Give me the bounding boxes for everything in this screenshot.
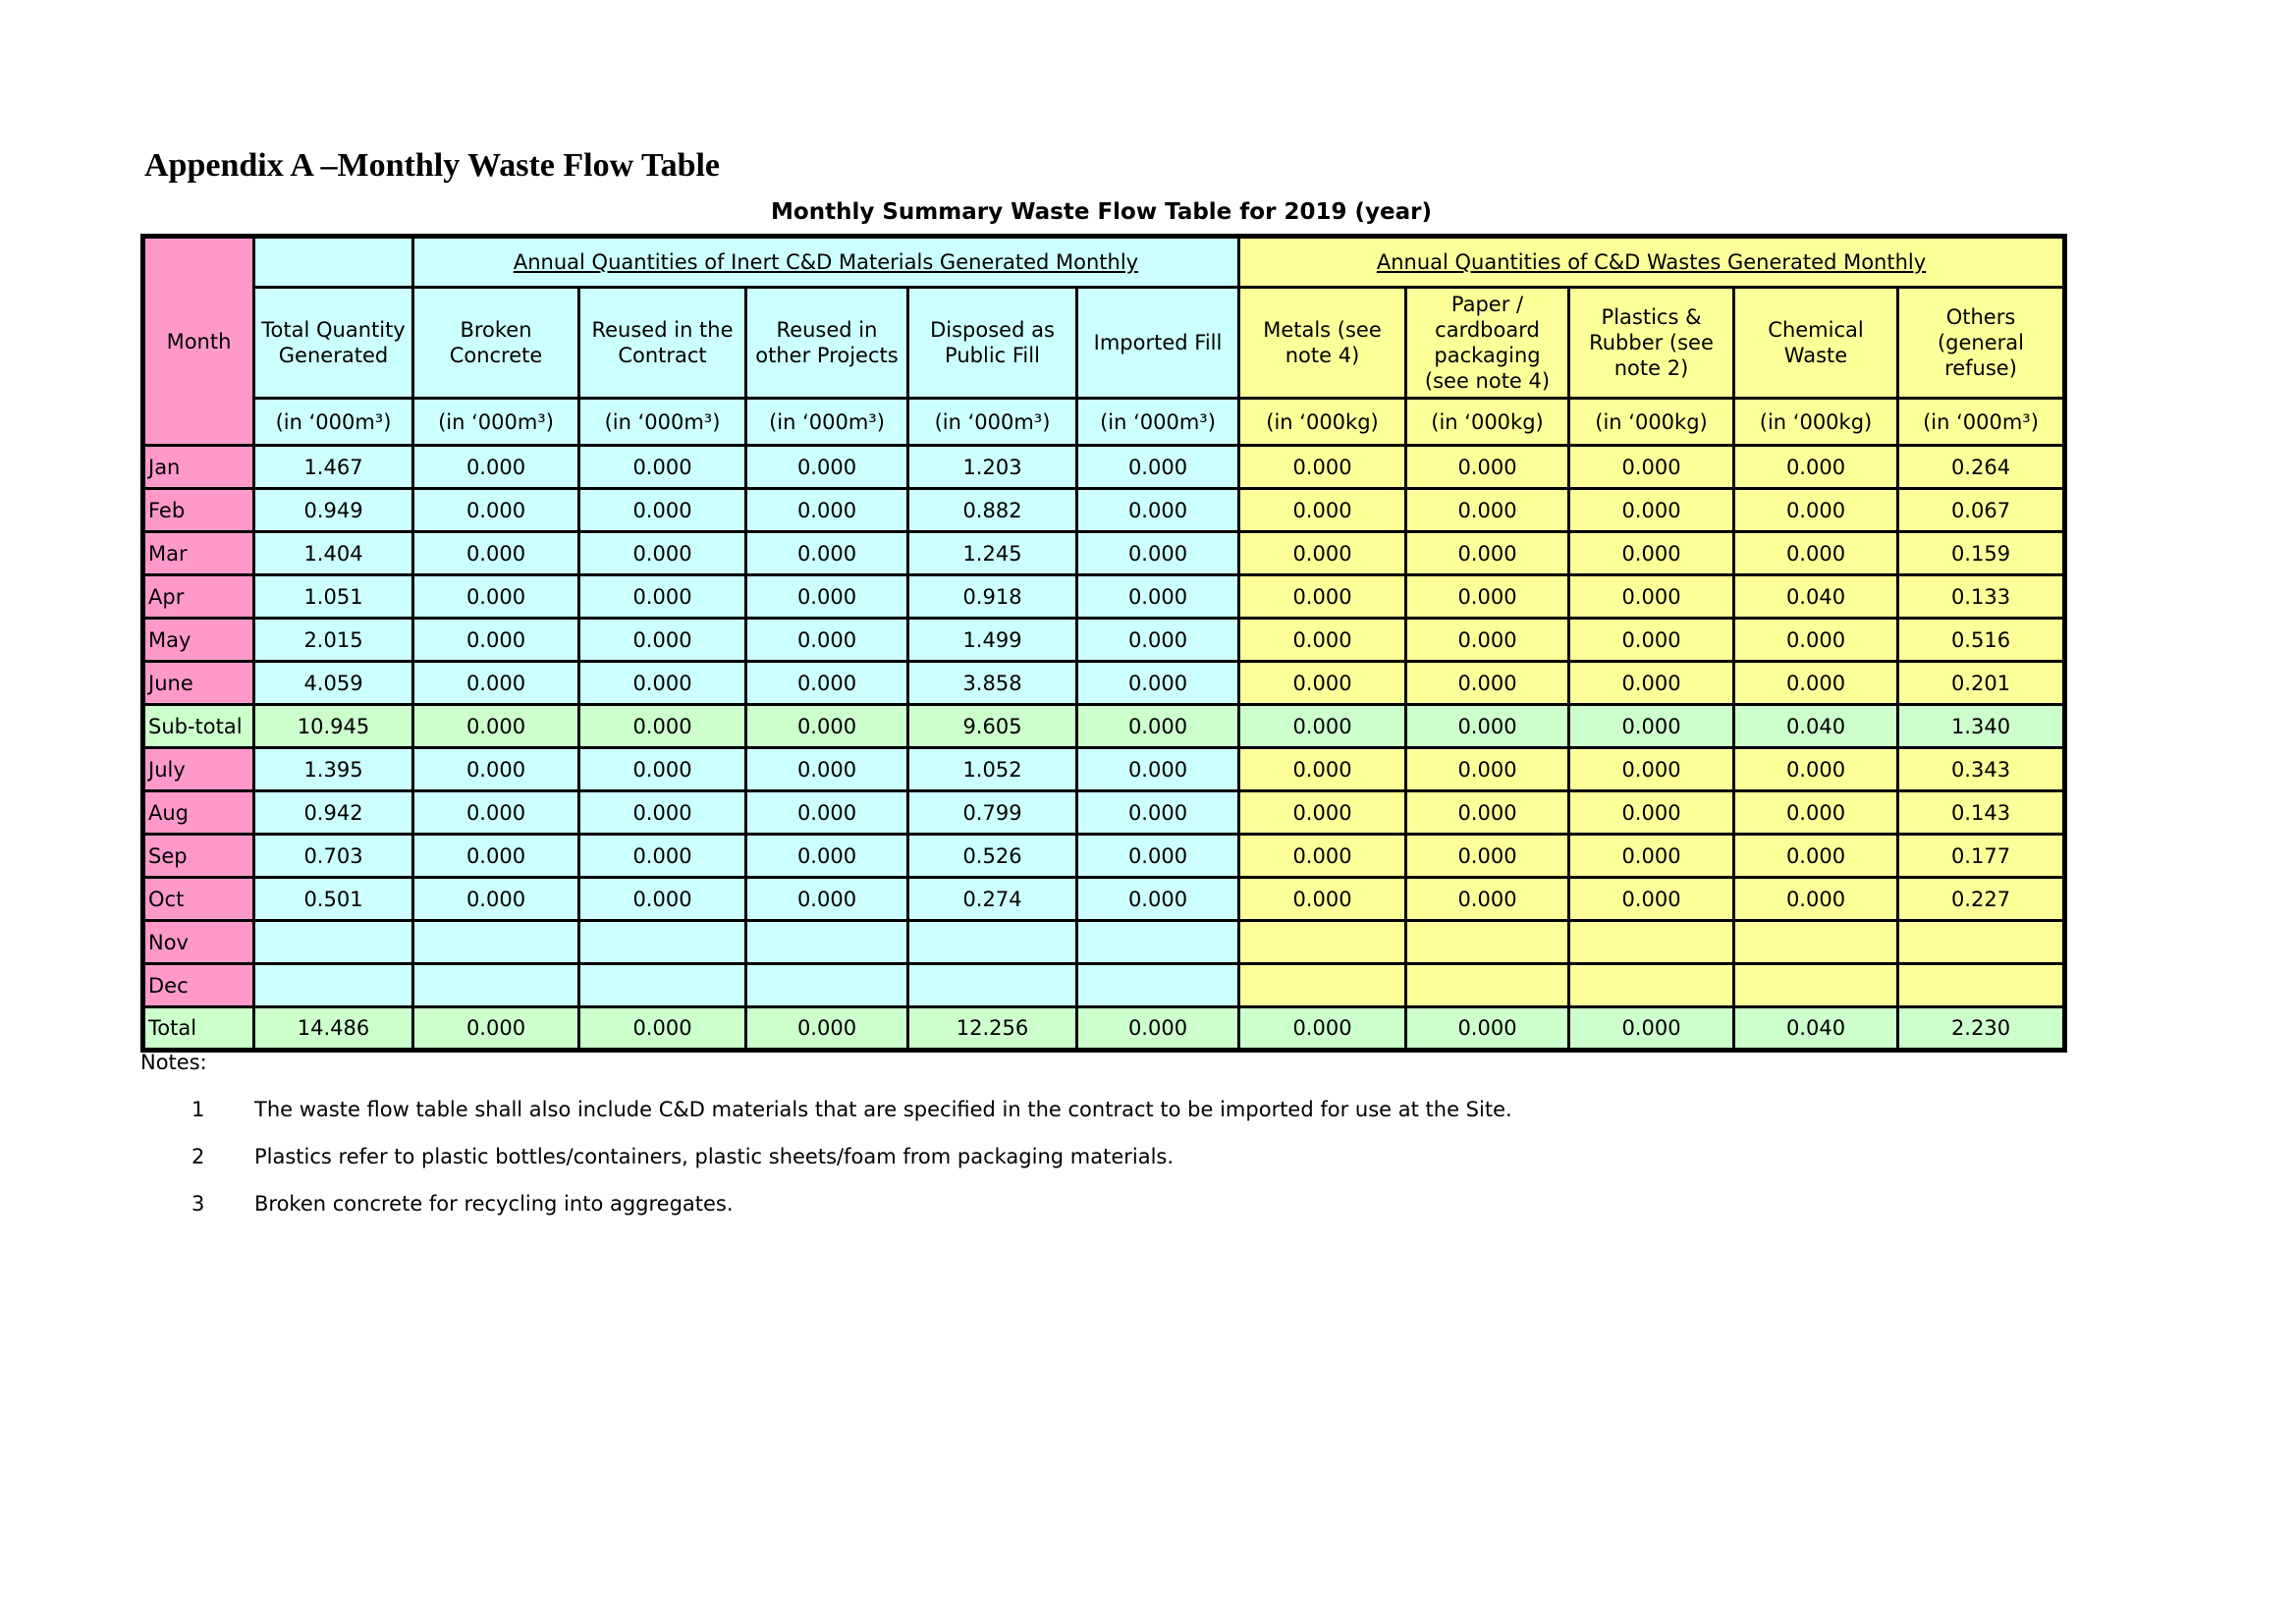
value-cell: 0.000 — [1239, 878, 1406, 921]
notes-list — [140, 1098, 1512, 1216]
value-cell: 2.230 — [1898, 1007, 2065, 1051]
waste-flow-table-body — [143, 446, 2065, 1051]
value-cell: 0.000 — [1406, 662, 1569, 705]
value-cell: 0.000 — [1406, 446, 1569, 489]
value-cell: 4.059 — [254, 662, 413, 705]
value-cell: 1.499 — [908, 619, 1077, 662]
table-row — [143, 964, 2065, 1007]
column-header: Broken Concrete — [413, 288, 579, 399]
value-cell: 0.000 — [1239, 1007, 1406, 1051]
column-header: Others (general refuse) — [1898, 288, 2065, 399]
value-cell: 12.256 — [908, 1007, 1077, 1051]
value-cell: 0.000 — [1239, 489, 1406, 532]
value-cell: 0.000 — [579, 489, 746, 532]
value-cell: 0.000 — [413, 619, 579, 662]
notes-section — [140, 1051, 1512, 1216]
value-cell: 0.000 — [1406, 791, 1569, 835]
value-cell: 0.949 — [254, 489, 413, 532]
value-cell: 0.000 — [579, 791, 746, 835]
value-cell — [1734, 921, 1898, 964]
value-cell: 0.000 — [413, 532, 579, 575]
value-cell: 2.015 — [254, 619, 413, 662]
value-cell: 0.000 — [1569, 619, 1734, 662]
column-header: Imported Fill — [1077, 288, 1239, 399]
value-cell: 0.000 — [413, 1007, 579, 1051]
row-label: Total — [143, 1007, 254, 1051]
unit-header: (in ‘000kg) — [1734, 399, 1898, 446]
value-cell: 0.799 — [908, 791, 1077, 835]
column-header: Reused in other Projects — [746, 288, 908, 399]
column-header: Disposed as Public Fill — [908, 288, 1077, 399]
value-cell: 0.000 — [1239, 835, 1406, 878]
value-cell: 3.858 — [908, 662, 1077, 705]
note-number: 1 — [191, 1098, 205, 1121]
value-cell: 0.000 — [1239, 705, 1406, 748]
table-subtitle: Monthly Summary Waste Flow Table for 2019 (year) — [771, 199, 1432, 225]
value-cell: 0.000 — [1406, 575, 1569, 619]
note-text: Broken concrete for recycling into aggregates. — [254, 1192, 734, 1216]
value-cell: 0.343 — [1898, 748, 2065, 791]
unit-header: (in ‘000kg) — [1239, 399, 1406, 446]
value-cell: 0.918 — [908, 575, 1077, 619]
row-label: Aug — [143, 791, 254, 835]
unit-header: (in ‘000m³) — [1898, 399, 2065, 446]
table-row — [143, 835, 2065, 878]
row-label: July — [143, 748, 254, 791]
value-cell: 1.395 — [254, 748, 413, 791]
unit-header: (in ‘000m³) — [908, 399, 1077, 446]
table-row — [143, 619, 2065, 662]
value-cell: 0.000 — [1239, 532, 1406, 575]
value-cell — [908, 964, 1077, 1007]
value-cell: 0.000 — [579, 662, 746, 705]
value-cell: 0.000 — [1569, 489, 1734, 532]
value-cell — [1406, 921, 1569, 964]
value-cell: 0.000 — [1239, 446, 1406, 489]
value-cell: 0.000 — [746, 489, 908, 532]
value-cell: 0.000 — [746, 878, 908, 921]
value-cell: 0.264 — [1898, 446, 2065, 489]
value-cell: 0.000 — [746, 532, 908, 575]
table-row — [143, 575, 2065, 619]
value-cell: 0.000 — [413, 489, 579, 532]
value-cell: 0.000 — [1406, 878, 1569, 921]
unit-header: (in ‘000m³) — [413, 399, 579, 446]
month-column-header: Month — [143, 237, 254, 446]
value-cell: 0.000 — [1077, 791, 1239, 835]
value-cell: 1.404 — [254, 532, 413, 575]
row-label: Feb — [143, 489, 254, 532]
value-cell: 0.000 — [746, 791, 908, 835]
value-cell: 0.000 — [1569, 748, 1734, 791]
value-cell — [1898, 921, 2065, 964]
value-cell: 0.040 — [1734, 575, 1898, 619]
value-cell: 0.000 — [579, 446, 746, 489]
waste-flow-table-header — [143, 237, 2065, 446]
row-label: Jan — [143, 446, 254, 489]
value-cell: 0.000 — [579, 532, 746, 575]
blank-header-cell — [254, 237, 413, 288]
value-cell — [579, 921, 746, 964]
note-number: 3 — [191, 1192, 205, 1216]
value-cell: 0.227 — [1898, 878, 2065, 921]
value-cell — [746, 921, 908, 964]
table-row — [143, 532, 2065, 575]
value-cell: 0.000 — [413, 791, 579, 835]
value-cell — [1734, 964, 1898, 1007]
value-cell: 10.945 — [254, 705, 413, 748]
value-cell — [1569, 921, 1734, 964]
value-cell: 0.516 — [1898, 619, 2065, 662]
value-cell: 0.000 — [1734, 791, 1898, 835]
value-cell: 0.000 — [1734, 662, 1898, 705]
column-header: Paper / cardboard packaging (see note 4) — [1406, 288, 1569, 399]
value-cell: 0.000 — [579, 878, 746, 921]
column-header-row — [143, 288, 2065, 399]
value-cell: 0.000 — [1569, 791, 1734, 835]
value-cell: 0.000 — [1239, 575, 1406, 619]
unit-header: (in ‘000m³) — [254, 399, 413, 446]
value-cell: 0.000 — [1406, 619, 1569, 662]
note-item — [140, 1192, 1512, 1216]
value-cell — [1406, 964, 1569, 1007]
table-row — [143, 878, 2065, 921]
value-cell: 0.942 — [254, 791, 413, 835]
value-cell — [1898, 964, 2065, 1007]
value-cell: 0.000 — [1406, 489, 1569, 532]
value-cell — [908, 921, 1077, 964]
value-cell: 0.000 — [746, 705, 908, 748]
value-cell: 0.201 — [1898, 662, 2065, 705]
unit-header: (in ‘000m³) — [1077, 399, 1239, 446]
value-cell: 0.000 — [1239, 791, 1406, 835]
value-cell: 0.000 — [1734, 748, 1898, 791]
value-cell: 9.605 — [908, 705, 1077, 748]
value-cell: 0.000 — [746, 662, 908, 705]
value-cell: 0.000 — [1077, 489, 1239, 532]
value-cell: 0.000 — [1077, 835, 1239, 878]
table-row — [143, 705, 2065, 748]
value-cell: 0.000 — [1077, 1007, 1239, 1051]
value-cell: 0.000 — [1077, 705, 1239, 748]
value-cell: 0.000 — [1077, 532, 1239, 575]
value-cell: 0.000 — [1406, 835, 1569, 878]
value-cell: 0.000 — [1406, 532, 1569, 575]
unit-header: (in ‘000kg) — [1406, 399, 1569, 446]
value-cell: 0.000 — [579, 748, 746, 791]
value-cell: 0.000 — [579, 575, 746, 619]
table-row — [143, 489, 2065, 532]
value-cell — [746, 964, 908, 1007]
value-cell: 0.067 — [1898, 489, 2065, 532]
column-header: Plastics & Rubber (see note 2) — [1569, 288, 1734, 399]
value-cell: 0.000 — [1569, 705, 1734, 748]
table-row — [143, 748, 2065, 791]
value-cell: 0.000 — [1406, 1007, 1569, 1051]
row-label: Mar — [143, 532, 254, 575]
group-header-row — [143, 237, 2065, 288]
value-cell: 0.000 — [1734, 489, 1898, 532]
value-cell: 0.000 — [413, 705, 579, 748]
value-cell: 0.000 — [1569, 532, 1734, 575]
value-cell: 0.000 — [746, 575, 908, 619]
note-item — [140, 1098, 1512, 1121]
value-cell — [254, 921, 413, 964]
value-cell: 0.000 — [1239, 619, 1406, 662]
value-cell: 0.000 — [746, 748, 908, 791]
value-cell: 0.040 — [1734, 1007, 1898, 1051]
column-header: Reused in the Contract — [579, 288, 746, 399]
value-cell — [1077, 964, 1239, 1007]
value-cell — [1569, 964, 1734, 1007]
value-cell: 1.340 — [1898, 705, 2065, 748]
value-cell: 0.000 — [746, 835, 908, 878]
value-cell: 0.882 — [908, 489, 1077, 532]
unit-header-row — [143, 399, 2065, 446]
value-cell: 0.000 — [1077, 878, 1239, 921]
value-cell — [1239, 964, 1406, 1007]
value-cell — [1239, 921, 1406, 964]
value-cell: 0.000 — [413, 446, 579, 489]
unit-header: (in ‘000m³) — [579, 399, 746, 446]
row-label: Sub-total — [143, 705, 254, 748]
value-cell: 0.000 — [1077, 662, 1239, 705]
value-cell: 1.052 — [908, 748, 1077, 791]
value-cell: 0.000 — [1239, 662, 1406, 705]
value-cell: 0.000 — [1406, 748, 1569, 791]
value-cell: 0.000 — [746, 446, 908, 489]
value-cell: 0.000 — [1569, 446, 1734, 489]
value-cell: 0.000 — [1406, 705, 1569, 748]
row-label: May — [143, 619, 254, 662]
value-cell: 0.000 — [413, 835, 579, 878]
table-row — [143, 1007, 2065, 1051]
value-cell: 0.000 — [1077, 575, 1239, 619]
value-cell: 0.000 — [413, 748, 579, 791]
unit-header: (in ‘000kg) — [1569, 399, 1734, 446]
page-title: Appendix A –Monthly Waste Flow Table — [144, 147, 721, 184]
row-label: Dec — [143, 964, 254, 1007]
column-header: Metals (see note 4) — [1239, 288, 1406, 399]
value-cell — [413, 921, 579, 964]
value-cell — [1077, 921, 1239, 964]
column-header: Chemical Waste — [1734, 288, 1898, 399]
value-cell: 0.133 — [1898, 575, 2065, 619]
value-cell: 0.000 — [1239, 748, 1406, 791]
notes-heading: Notes: — [140, 1051, 207, 1074]
value-cell: 0.000 — [1734, 619, 1898, 662]
value-cell — [579, 964, 746, 1007]
table-row — [143, 446, 2065, 489]
value-cell: 0.000 — [1734, 878, 1898, 921]
value-cell: 0.000 — [413, 575, 579, 619]
value-cell: 0.703 — [254, 835, 413, 878]
value-cell: 0.000 — [413, 878, 579, 921]
value-cell: 0.000 — [1569, 662, 1734, 705]
value-cell: 0.177 — [1898, 835, 2065, 878]
row-label: Oct — [143, 878, 254, 921]
note-text: Plastics refer to plastic bottles/containers, plastic sheets/foam from packaging materials. — [254, 1145, 1175, 1168]
note-number: 2 — [191, 1145, 205, 1168]
value-cell: 0.000 — [579, 705, 746, 748]
value-cell: 0.000 — [746, 1007, 908, 1051]
value-cell: 14.486 — [254, 1007, 413, 1051]
waste-flow-table — [140, 234, 2067, 1053]
row-label: Nov — [143, 921, 254, 964]
row-label: June — [143, 662, 254, 705]
value-cell: 0.000 — [1569, 1007, 1734, 1051]
value-cell: 1.051 — [254, 575, 413, 619]
value-cell — [413, 964, 579, 1007]
value-cell: 0.000 — [1077, 748, 1239, 791]
value-cell: 0.000 — [1077, 446, 1239, 489]
value-cell: 0.000 — [1734, 835, 1898, 878]
value-cell: 0.000 — [746, 619, 908, 662]
unit-header: (in ‘000m³) — [746, 399, 908, 446]
row-label: Apr — [143, 575, 254, 619]
value-cell: 0.000 — [1734, 446, 1898, 489]
value-cell: 0.000 — [1077, 619, 1239, 662]
value-cell: 1.245 — [908, 532, 1077, 575]
value-cell: 0.274 — [908, 878, 1077, 921]
value-cell: 0.000 — [579, 835, 746, 878]
value-cell: 0.000 — [1569, 575, 1734, 619]
value-cell: 1.203 — [908, 446, 1077, 489]
value-cell: 0.040 — [1734, 705, 1898, 748]
value-cell: 1.467 — [254, 446, 413, 489]
value-cell: 0.159 — [1898, 532, 2065, 575]
value-cell: 0.000 — [1569, 835, 1734, 878]
row-label: Sep — [143, 835, 254, 878]
value-cell: 0.000 — [1734, 532, 1898, 575]
value-cell: 0.501 — [254, 878, 413, 921]
note-text: The waste flow table shall also include C&D materials that are specified in the contract to be imported for use at the Site. — [254, 1098, 1512, 1121]
note-item — [140, 1145, 1512, 1168]
value-cell: 0.000 — [579, 619, 746, 662]
value-cell — [254, 964, 413, 1007]
value-cell: 0.526 — [908, 835, 1077, 878]
value-cell: 0.143 — [1898, 791, 2065, 835]
table-row — [143, 662, 2065, 705]
table-row — [143, 791, 2065, 835]
value-cell: 0.000 — [413, 662, 579, 705]
value-cell: 0.000 — [1569, 878, 1734, 921]
table-row — [143, 921, 2065, 964]
group-header-inert: Annual Quantities of Inert C&D Materials Generated Monthly — [413, 237, 1239, 288]
value-cell: 0.000 — [579, 1007, 746, 1051]
column-header: Total Quantity Generated — [254, 288, 413, 399]
group-header-wastes: Annual Quantities of C&D Wastes Generated Monthly — [1239, 237, 2065, 288]
